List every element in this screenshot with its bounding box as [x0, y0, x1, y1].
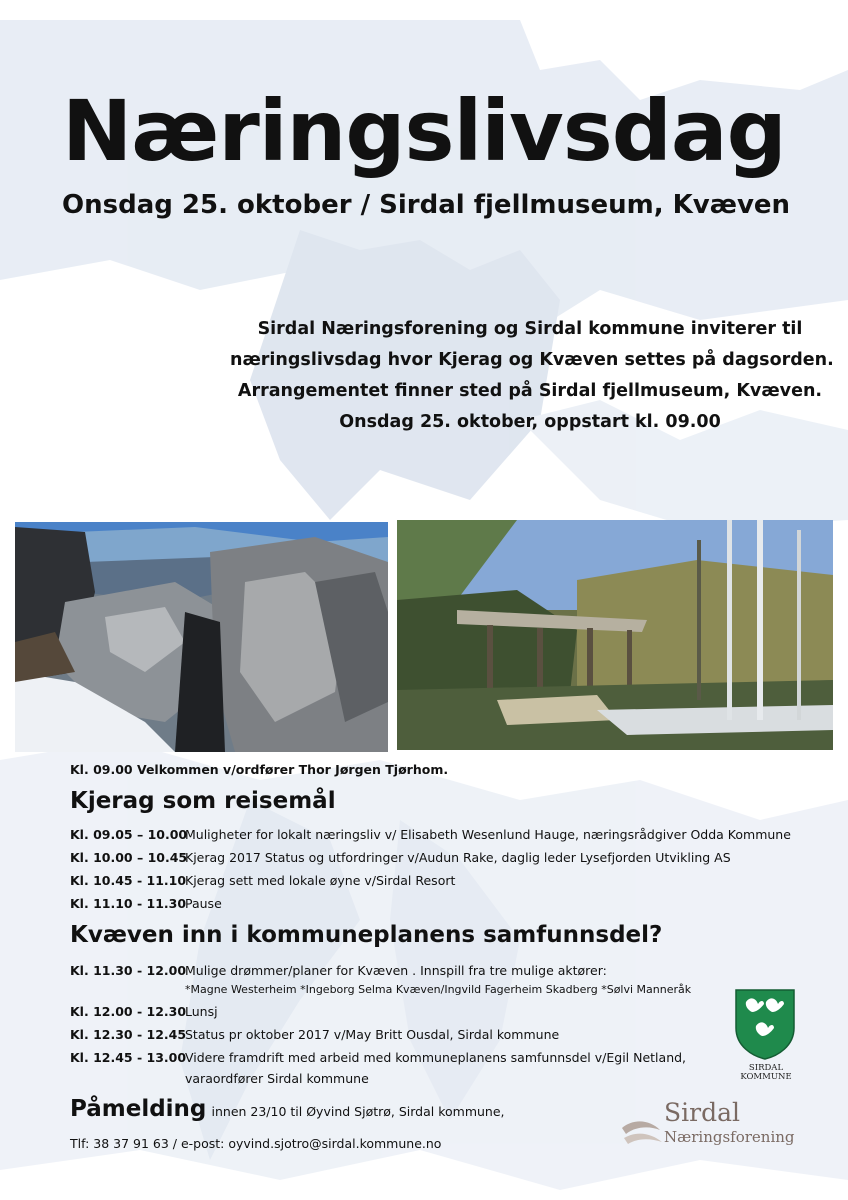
program-text: Kjerag 2017 Status og utfordringer v/Audun Rake, daglig leder Lysefjorden Utvikling AS: [185, 850, 731, 865]
program-time: Kl. 09.05 – 10.00: [70, 827, 188, 842]
program-text: Kjerag sett med lokale øyne v/Sirdal Resort: [185, 873, 456, 888]
kommune-name-line2: KOMMUNE: [740, 1072, 792, 1082]
program-row: [70, 1049, 686, 1067]
program-row: [70, 849, 731, 867]
program-time: Kl. 11.10 - 11.30: [70, 896, 187, 911]
fjellmuseum-photo: [397, 520, 833, 750]
signup-detail: innen 23/10 til Øyvind Sjøtrø, Sirdal kommune,: [211, 1104, 505, 1119]
program-time: Kl. 11.30 - 12.00: [70, 963, 187, 978]
program-text: Muligheter for lokalt næringsliv v/ Elisabeth Wesenlund Hauge, næringsrådgiver Odda Kommune: [185, 827, 791, 842]
program-time: Kl. 12.45 - 13.00: [70, 1050, 187, 1065]
signup-heading: Påmelding: [70, 1096, 207, 1122]
program-row: [70, 962, 607, 980]
naeringsforening-name-line1: Sirdal: [664, 1098, 740, 1127]
program-row: [70, 1026, 559, 1044]
program-time: Kl. 12.00 - 12.30: [70, 1004, 187, 1019]
program-row: [70, 1003, 218, 1021]
program-time: Kl. 12.30 - 12.45: [70, 1027, 187, 1042]
section-heading-kvaeven: Kvæven inn i kommuneplanens samfunnsdel?: [70, 922, 663, 948]
program-text: Videre framdrift med arbeid med kommuneplanens samfunnsdel v/Egil Netland,: [185, 1050, 687, 1065]
actors-note: *Magne Westerheim *Ingeborg Selma Kvæven/Ingvild Fagerheim Skadberg *Sølvi Manneråk: [185, 983, 692, 996]
program-text: Status pr oktober 2017 v/May Britt Ousdal, Sirdal kommune: [185, 1027, 560, 1042]
program-text: Lunsj: [185, 1004, 218, 1019]
program-row-continuation: varaordfører Sirdal kommune: [185, 1071, 369, 1086]
event-date-location: Onsdag 25. oktober / Sirdal fjellmuseum, Kvæven: [62, 190, 791, 220]
intro-line: Onsdag 25. oktober, oppstart kl. 09.00: [339, 412, 721, 432]
sirdal-kommune-crest-icon: [734, 988, 796, 1060]
kjerag-photo: [15, 522, 388, 752]
program-time: Kl. 10.45 - 11.10: [70, 873, 187, 888]
program-text: Mulige drømmer/planer for Kvæven . Innspill fra tre mulige aktører:: [185, 963, 607, 978]
section-heading-kjerag: Kjerag som reisemål: [70, 788, 336, 814]
welcome-line: Kl. 09.00 Velkommen v/ordfører Thor Jørgen Tjørhom.: [70, 762, 449, 777]
program-text: Pause: [185, 896, 222, 911]
signup-line: [70, 1096, 505, 1122]
naeringsforening-name-line2: Næringsforening: [664, 1128, 795, 1146]
intro-line: Arrangementet finner sted på Sirdal fjellmuseum, Kvæven.: [237, 381, 823, 401]
intro-line: næringslivsdag hvor Kjerag og Kvæven settes på dagsorden.: [230, 350, 834, 370]
contact-info: Tlf: 38 37 91 63 / e-post: oyvind.sjotro@sirdal.kommune.no: [70, 1136, 442, 1151]
program-row: [70, 895, 222, 913]
page-title: Næringslivsdag: [62, 82, 786, 180]
intro-line: Sirdal Næringsforening og Sirdal kommune inviterer til: [257, 319, 803, 339]
kommune-name-line1: SIRDAL: [748, 1063, 784, 1073]
program-row: [70, 872, 455, 890]
sirdal-kommune-wordmark: [724, 1064, 808, 1082]
program-row: [70, 826, 791, 844]
intro-paragraph: [230, 314, 834, 438]
program-time: Kl. 10.00 – 10.45: [70, 850, 188, 865]
